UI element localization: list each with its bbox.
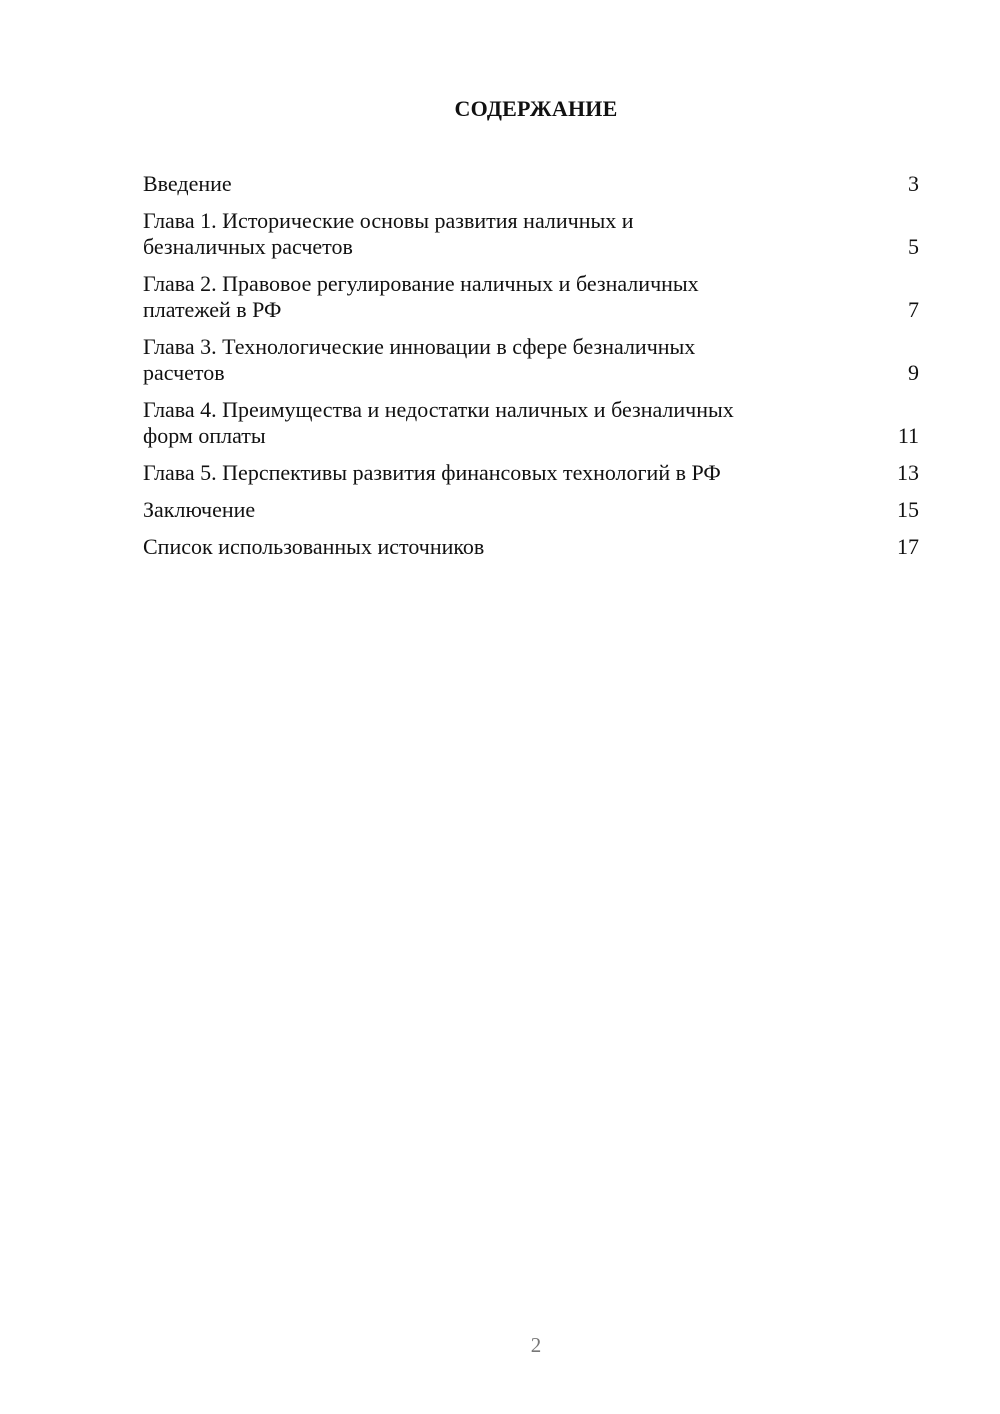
toc-entry-line: Глава 5. Перспективы развития финансовых технологий в РФ [143, 460, 721, 485]
toc-entry-line: Введение [143, 171, 232, 196]
toc-entry-label [143, 397, 734, 449]
toc-entry-page: 11 [897, 423, 919, 448]
toc-list [143, 171, 919, 571]
toc-entry-line: Глава 1. Исторические основы развития наличных и [143, 208, 634, 233]
toc-entry [143, 460, 919, 486]
toc-entry [143, 171, 919, 197]
toc-entry-line: Глава 4. Преимущества и недостатки наличных и безналичных [143, 397, 734, 422]
toc-entry-label [143, 497, 255, 523]
toc-entry [143, 208, 919, 260]
toc-entry [143, 534, 919, 560]
toc-entry-line: Список использованных источников [143, 534, 485, 559]
toc-entry-page: 3 [908, 171, 919, 196]
toc-entry-label [143, 534, 484, 560]
toc-entry-line: форм оплаты [143, 423, 266, 448]
toc-entry-label [143, 171, 232, 197]
toc-entry-page: 9 [908, 360, 919, 385]
toc-entry-page: 13 [897, 460, 919, 485]
toc-entry-page: 5 [908, 234, 919, 259]
toc-entry [143, 271, 919, 323]
toc-entry-line: Заключение [143, 497, 256, 522]
toc-entry-line: Глава 3. Технологические инновации в сфере безналичных [143, 334, 696, 359]
toc-title: СОДЕРЖАНИЕ [454, 96, 618, 121]
toc-entry-label [143, 271, 699, 323]
toc-entry-line: расчетов [143, 360, 225, 385]
toc-entry-line: Глава 2. Правовое регулирование наличных и безналичных [143, 271, 699, 296]
page-number: 2 [530, 1333, 542, 1357]
toc-entry-label [143, 208, 634, 260]
toc-entry [143, 334, 919, 386]
toc-entry-label [143, 460, 721, 486]
toc-entry-page: 7 [908, 297, 919, 322]
toc-entry [143, 397, 919, 449]
toc-entry-line: безналичных расчетов [143, 234, 353, 259]
toc-entry-label [143, 334, 695, 386]
toc-entry-page: 15 [897, 497, 919, 522]
toc-entry [143, 497, 919, 523]
toc-entry-line: платежей в РФ [143, 297, 282, 322]
toc-entry-page: 17 [897, 534, 919, 559]
